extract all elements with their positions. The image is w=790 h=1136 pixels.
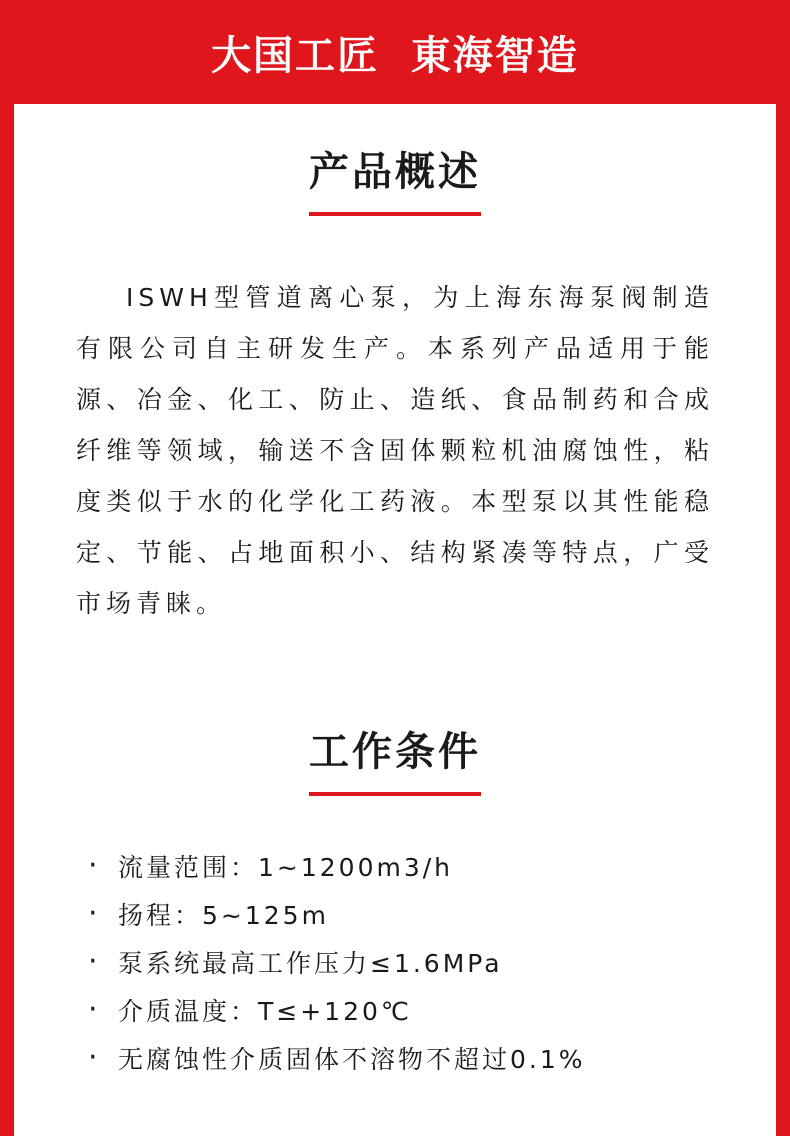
overview-paragraph: ISWH型管道离心泵，为上海东海泵阀制造有限公司自主研发生产。本系列产品适用于能源、冶金、化工、防止、造纸、食品制药和合成纤维等领域，输送不含固体颗粒机油腐蚀性，粘度类似于水的化学化工药液。本型泵以其性能稳定、节能、占地面积小、结构紧凑等特点，广受市场青睐。: [76, 283, 714, 618]
section-working-conditions: [14, 730, 776, 1084]
list-item: · 扬程：5~125m: [88, 892, 776, 940]
working-conditions-list: [14, 844, 776, 1084]
section-title-conditions: 工作条件: [309, 729, 481, 775]
list-item: · 介质温度：T≤+120℃: [88, 988, 776, 1036]
header-banner: [0, 0, 790, 104]
list-item: · 无腐蚀性介质固体不溶物不超过0.1%: [88, 1036, 776, 1084]
section-title-overview: 产品概述: [309, 149, 481, 195]
list-item: · 泵系统最高工作压力≤1.6MPa: [88, 940, 776, 988]
section-heading-wrap: [14, 150, 776, 216]
section-product-overview: [14, 150, 776, 629]
section-underline: [309, 212, 481, 216]
list-item: · 流量范围：1~1200m3/h: [88, 844, 776, 892]
banner-title: 大国工匠 東海智造: [211, 32, 579, 79]
section-underline: [309, 792, 481, 796]
section-heading-wrap: [14, 730, 776, 796]
